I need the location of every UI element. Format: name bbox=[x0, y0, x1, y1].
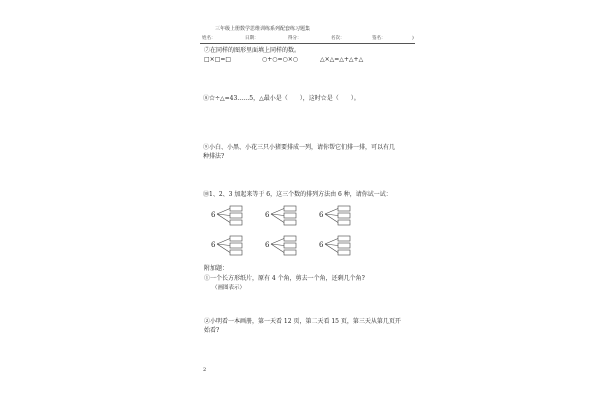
info-field-date: 日期： bbox=[245, 36, 259, 41]
tree-root-number: 6 bbox=[319, 211, 324, 219]
question-7-title: ⑦在同样的图形里面填上同样的数。 bbox=[204, 47, 301, 54]
question-7-equation-2: ○+○=○×○ bbox=[262, 56, 299, 63]
tree-branch-line bbox=[271, 239, 284, 245]
info-field-score: 得分： bbox=[288, 36, 302, 41]
page-number: 2 bbox=[203, 367, 207, 373]
answer-box[interactable] bbox=[284, 243, 296, 248]
question-9-line-1: ⑨小白、小黑、小花三只小猪要排成一列，请你帮它们排一排，可以有几 bbox=[203, 144, 396, 151]
answer-box[interactable] bbox=[284, 236, 296, 241]
tree-branch-line bbox=[217, 239, 230, 245]
bonus-question-1-line-2: （画图表示） bbox=[212, 285, 246, 291]
bonus-section-title: 附加题： bbox=[204, 265, 229, 272]
tree-2 bbox=[319, 206, 350, 225]
answer-box[interactable] bbox=[230, 206, 242, 211]
question-7-equation-3: △×△=△+△+△ bbox=[320, 56, 364, 63]
answer-box[interactable] bbox=[284, 213, 296, 218]
bonus-question-2-line-1: ②小明看一本画册，第一天看 12 页，第二天看 15 页，第三天从第几页开 bbox=[204, 318, 401, 325]
tree-branch-line bbox=[325, 239, 338, 245]
answer-box[interactable] bbox=[338, 236, 350, 241]
tree-5 bbox=[319, 236, 350, 255]
answer-box[interactable] bbox=[284, 250, 296, 255]
answer-box[interactable] bbox=[230, 220, 242, 225]
answer-box[interactable] bbox=[284, 220, 296, 225]
worksheet-title: 三年级上册数学思维训练系列配套练习题集 bbox=[215, 26, 311, 32]
answer-box[interactable] bbox=[230, 236, 242, 241]
question-8: ⑧☆÷△=43……5，△最小是（ ），这时☆是（ ）。 bbox=[203, 95, 360, 102]
tree-root-number: 6 bbox=[265, 211, 270, 219]
header-divider bbox=[200, 43, 415, 44]
question-7-equation-1: □×□=□ bbox=[204, 56, 232, 63]
answer-box[interactable] bbox=[284, 206, 296, 211]
tree-branch-line bbox=[271, 209, 284, 215]
answer-box[interactable] bbox=[230, 243, 242, 248]
tree-branch-line bbox=[325, 209, 338, 215]
tree-1 bbox=[211, 206, 242, 225]
tree-3 bbox=[211, 236, 242, 255]
tree-root-number: 6 bbox=[319, 241, 324, 249]
number-tree-diagram bbox=[210, 203, 370, 261]
answer-box[interactable] bbox=[230, 250, 242, 255]
question-9-line-2: 种排法? bbox=[203, 153, 225, 160]
info-field-name: 姓名： bbox=[202, 36, 216, 41]
tree-root-number: 6 bbox=[265, 241, 270, 249]
tree-6 bbox=[265, 206, 296, 225]
bonus-question-2-line-2: 始看? bbox=[204, 327, 220, 334]
answer-box[interactable] bbox=[338, 243, 350, 248]
tree-root-number: 6 bbox=[211, 241, 216, 249]
answer-box[interactable] bbox=[338, 220, 350, 225]
info-row-end-mark: ) bbox=[412, 36, 414, 41]
bonus-question-1-line-1: ①一个长方形纸片，原有 4 个角，剪去一个角，还剩几个角? bbox=[204, 275, 365, 282]
info-field-signature: 签名： bbox=[372, 36, 386, 41]
tree-4 bbox=[265, 236, 296, 255]
info-field-rank: 名次： bbox=[331, 36, 345, 41]
answer-box[interactable] bbox=[338, 206, 350, 211]
question-10: ⑩1、2、3 加起来等于 6，这三个数的排列方法由 6 种，请你试一试： bbox=[203, 191, 392, 198]
answer-box[interactable] bbox=[230, 213, 242, 218]
tree-root-number: 6 bbox=[211, 211, 216, 219]
answer-box[interactable] bbox=[338, 250, 350, 255]
tree-branch-line bbox=[217, 209, 230, 215]
answer-box[interactable] bbox=[338, 213, 350, 218]
